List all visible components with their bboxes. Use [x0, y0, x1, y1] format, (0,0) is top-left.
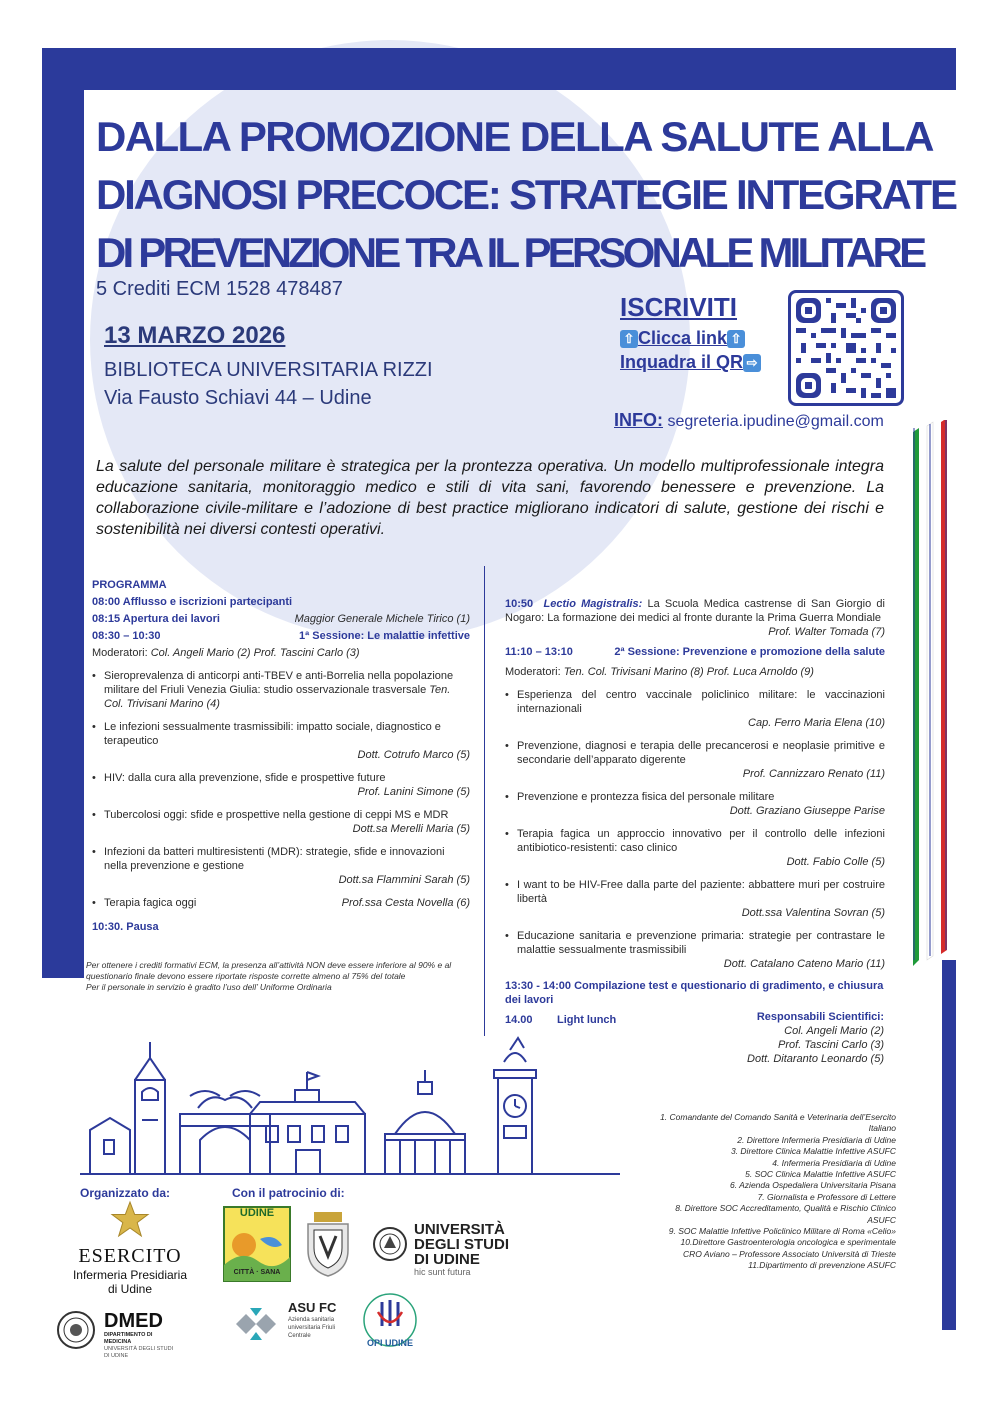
affiliation: 3. Direttore Clinica Malattie Infettive ASUFC: [730, 1146, 896, 1157]
dmed-logo: [56, 1310, 206, 1360]
university-seal-icon: [56, 1310, 96, 1350]
opi-wordmark: OPI UDINE: [366, 1338, 413, 1348]
list-item: [92, 669, 470, 711]
esercito-sub2: di Udine: [107, 1282, 153, 1296]
responsabili-name: Dott. Ditaranto Leonardo (5): [747, 1053, 884, 1065]
info-email[interactable]: segreteria.ipudine@gmail.com: [667, 413, 884, 430]
column-divider: [484, 566, 485, 1036]
session1-moderators: Col. Angeli Mario (2) Prof. Tascini Carlo (3): [150, 647, 360, 659]
program-pausa: 10:30. Pausa: [92, 921, 159, 933]
session1-item-speaker: Dott.sa Flammini Sarah (5): [338, 874, 470, 886]
affiliation: 4. Infermeria Presidiaria di Udine: [772, 1157, 896, 1168]
session2-title: 2ª Sessione: Prevenzione e promozione della salute: [614, 646, 885, 658]
intro-paragraph: La salute del personale militare è strategica per la prontezza operativa. Un modello multiprofessionale integra educazione sanitaria, monitoraggio medico e stili di vita sani, favorendo benessere e prevenzione. La collaborazione civile-militare e l’adozione di best practice migliorano indicatori di salute, gestione dei rischi e sostenibilità nei diversi contesti operativi.: [96, 458, 884, 538]
venue: [104, 356, 433, 412]
signup-qr-label: Inquadra il QR: [620, 352, 744, 372]
ecm-note: [86, 960, 466, 993]
arrow-up-icon: ⇧: [620, 330, 638, 348]
list-item: [505, 739, 885, 781]
session1-time: 08:30 – 10:30: [92, 630, 161, 642]
signup-link[interactable]: [620, 328, 745, 349]
list-item: [505, 878, 885, 920]
session2-time: 11:10 – 13:10: [505, 646, 573, 658]
program-1400-label: Light lunch: [556, 1014, 617, 1026]
arrow-up-icon: ⇧: [727, 330, 745, 348]
signup-link-label[interactable]: Clicca link: [638, 328, 728, 348]
venue-address: Via Fausto Schiavi 44 – Udine: [104, 387, 372, 409]
info-label: INFO:: [614, 410, 663, 430]
session1-item-speaker: Dott. Cotrufo Marco (5): [357, 749, 470, 761]
ecm-note-line: Per ottenere i crediti formativi ECM, la presenza all’attività NON deve essere inferiore al 90% e al questionario finale devono essere riportate risposte corrette almeno al 75% del totale: [86, 960, 452, 981]
patrocinio-heading: Con il patrocinio di:: [232, 1186, 345, 1200]
list-item: [505, 790, 885, 818]
asufc-logo: [232, 1298, 352, 1348]
top-blue-band: [42, 48, 956, 90]
event-date: 13 MARZO 2026: [104, 322, 286, 349]
responsabili-name: Col. Angeli Mario (2): [784, 1025, 884, 1037]
program-1330: 13:30 - 14:00 Compilazione test e questionario di gradimento, e chiusura dei lavori: [505, 980, 884, 1006]
session1-title: 1ª Sessione: Le malattie infettive: [299, 630, 470, 642]
list-item: [505, 929, 885, 971]
affiliation: 10.Direttore Gastroenterologia oncologica e sperimentale CRO Aviano – Professore Associato Università di Trieste: [680, 1237, 896, 1259]
affiliation: 2. Direttore Infermeria Presidiaria di Udine: [737, 1134, 896, 1145]
signup-heading[interactable]: ISCRIVITI: [620, 292, 738, 322]
session1-item-text: • HIV: dalla cura alla prevenzione, sfide e prospettive future: [104, 772, 386, 784]
page-title: [96, 108, 956, 282]
dmed-sub: DIPARTIMENTO DI MEDICINA: [104, 1332, 153, 1345]
list-item: [505, 827, 885, 869]
program-heading: PROGRAMMA: [92, 579, 167, 591]
responsabili-name: Prof. Tascini Carlo (3): [778, 1039, 884, 1051]
info-line: [614, 410, 884, 431]
session1-item-text: Sieroprevalenza di anticorpi anti-TBEV e anti-Borrelia nella popolazione militare del Friuli Venezia Giulia: studio osservazionale trasversale: [104, 670, 454, 696]
session2-item-speaker: Dott. Fabio Colle (5): [786, 856, 885, 868]
session1-item-speaker: Ten. Col. Trivisani Marino (4): [104, 684, 451, 710]
session2-mod-label: Moderatori:: [505, 666, 561, 678]
udine-logo-text: UDINE: [239, 1207, 275, 1219]
qr-code-icon[interactable]: [788, 290, 904, 406]
arrow-right-icon: ⇨: [743, 354, 761, 372]
program-right-column: [505, 597, 885, 1027]
session1-item-text: • Infezioni da batteri multiresistenti (MDR): strategie, sfide e innovazioni nella prevenzione e gestione: [104, 846, 445, 872]
responsabili-heading: Responsabili Scientifici:: [756, 1011, 884, 1023]
session2-item-text: • I want to be HIV-Free dalla parte del paziente: abbattere muri per costruire libertà: [517, 879, 885, 905]
program-0815: 08:15 Apertura dei lavori: [92, 613, 220, 625]
qr-code-graphic: [791, 293, 901, 403]
lectio-label: Lectio Magistralis:: [543, 598, 643, 610]
title-line-3: DI PREVENZIONE TRA IL PERSONALE MILITARE: [96, 229, 924, 276]
session2-item-speaker: Dott. Catalano Cateno Mario (11): [723, 958, 885, 970]
session2-moderators: Ten. Col. Trivisani Marino (8) Prof. Luca Arnoldo (9): [563, 666, 814, 678]
title-line-1: DALLA PROMOZIONE DELLA SALUTE ALLA: [96, 113, 933, 160]
session2-item-text: • Terapia fagica un approccio innovativo per il controllo delle infezioni antibiotico-resistenti: caso clinico: [517, 828, 885, 854]
uniud-motto: hic sunt futura: [414, 1267, 471, 1277]
program-left-column: [92, 578, 470, 934]
program-0815-speaker: Maggior Generale Michele Tirico (1): [294, 613, 470, 625]
opi-udine-logo: [360, 1292, 420, 1356]
session1-item-text: • Terapia fagica oggi: [104, 897, 197, 909]
list-item: [92, 845, 470, 887]
lectio-time: 10:50: [505, 598, 534, 610]
title-line-2: DIAGNOSI PRECOCE: STRATEGIE INTEGRATE: [96, 171, 956, 218]
session2-item-speaker: Cap. Ferro Maria Elena (10): [748, 717, 885, 729]
organizzato-heading: Organizzato da:: [80, 1186, 171, 1200]
affiliation: 6. Azienda Ospedaliera Universitaria Pisana: [730, 1180, 896, 1191]
asufc-mark-icon: [232, 1304, 280, 1344]
university-seal-icon: [372, 1226, 408, 1262]
session2-item-speaker: Prof. Cannizzaro Renato (11): [742, 768, 885, 780]
affiliation: 5. SOC Clinica Malattie Infettive ASUFC: [745, 1169, 896, 1180]
left-blue-band: [42, 48, 84, 978]
list-item: [92, 896, 470, 910]
ecm-note-line: Per il personale in servizio è gradito l’uso dell’ Uniforme Ordinaria: [86, 982, 332, 992]
tricolore-stripes-shade: [900, 420, 960, 980]
star-icon: [110, 1200, 150, 1240]
affiliation: 7. Giornalista e Professore di Lettere: [757, 1191, 896, 1202]
affiliations-list: [660, 1112, 896, 1272]
esercito-logo: [60, 1200, 200, 1296]
affiliation: 8. Direttore SOC Accreditamento, Qualità e Rischio Clinico ASUFC: [675, 1203, 896, 1225]
session2-item-text: • Prevenzione, diagnosi e terapia delle precancerosi e neoplasie primitive e secondarie dell’apparato digerente: [517, 740, 885, 766]
uniud-line2: DEGLI STUDI: [414, 1236, 510, 1253]
bottom-right-blue-band: [942, 960, 956, 1330]
venue-name: BIBLIOTECA UNIVERSITARIA RIZZI: [104, 359, 433, 381]
session2-item-speaker: Dott. Graziano Giuseppe Parise: [729, 805, 885, 817]
dmed-wordmark: DMED: [104, 1310, 163, 1332]
affiliation: 9. SOC Malattie Infettive Policlinico Militare di Roma «Celio»: [668, 1226, 896, 1237]
session1-item-text: • Le infezioni sessualmente trasmissibili: impatto sociale, diagnostico e terapeutico: [104, 721, 441, 747]
list-item: [92, 771, 470, 799]
session1-item-speaker: Prof. Lanini Simone (5): [357, 786, 470, 798]
list-item: [92, 720, 470, 762]
list-item: [505, 688, 885, 730]
list-item: [92, 808, 470, 836]
affiliation: 11.Dipartimento di prevenzione ASUFC: [748, 1260, 896, 1271]
signup-qr-hint: [620, 352, 761, 373]
uniud-line3: DI UDINE: [414, 1251, 480, 1268]
esercito-wordmark: ESERCITO: [78, 1245, 182, 1267]
uniud-line1: UNIVERSITÀ: [414, 1221, 505, 1238]
udine-citta-sana-logo: [222, 1205, 292, 1283]
lectio-text: La Scuola Medica castrense di San Giorgio di Nogaro: La formazione dei medici al fronte durante la Prima Guerra Mondiale: [505, 598, 885, 624]
udine-skyline-illustration: [80, 1030, 620, 1180]
asufc-wordmark: ASU FC: [288, 1300, 337, 1315]
session1-item-text: • Tubercolosi oggi: sfide e prospettive nella gestione di ceppi MS e MDR: [104, 809, 449, 821]
responsabili-scientifici: [700, 1010, 884, 1066]
comune-udine-crest: [302, 1210, 354, 1278]
program-0800: 08:00 Afflusso e iscrizioni partecipanti: [92, 596, 293, 608]
asufc-sub: Azienda sanitaria universitaria Friuli Centrale: [288, 1317, 336, 1339]
session2-item-text: • Educazione sanitaria e prevenzione primaria: strategie per contrastare le malattie sessualmente trasmissibili: [517, 930, 885, 956]
dmed-sub2: UNIVERSITÀ DEGLI STUDI DI UDINE: [104, 1346, 174, 1359]
udine-logo-subtext: CITTÀ · SANA: [233, 1269, 281, 1276]
session1-item-speaker: Dott.sa Merelli Maria (5): [352, 823, 470, 835]
session1-item-speaker: Prof.ssa Cesta Novella (6): [341, 897, 470, 909]
ecm-credits: 5 Crediti ECM 1528 478487: [96, 278, 343, 300]
session2-item-text: • Prevenzione e prontezza fisica del personale militare: [517, 791, 775, 803]
session2-item-text: • Esperienza del centro vaccinale policlinico militare: le vaccinazioni internazionali: [517, 689, 885, 715]
program-1400: 14.00: [505, 1014, 533, 1026]
affiliation: 1. Comandante del Comando Sanità e Veterinaria dell’Esercito Italiano: [660, 1112, 896, 1134]
esercito-sub1: Infermeria Presidiaria: [72, 1268, 188, 1282]
session2-item-speaker: Dott.ssa Valentina Sovran (5): [741, 907, 885, 919]
session1-mod-label: Moderatori:: [92, 647, 148, 659]
lectio-speaker: Prof. Walter Tomada (7): [768, 626, 885, 638]
